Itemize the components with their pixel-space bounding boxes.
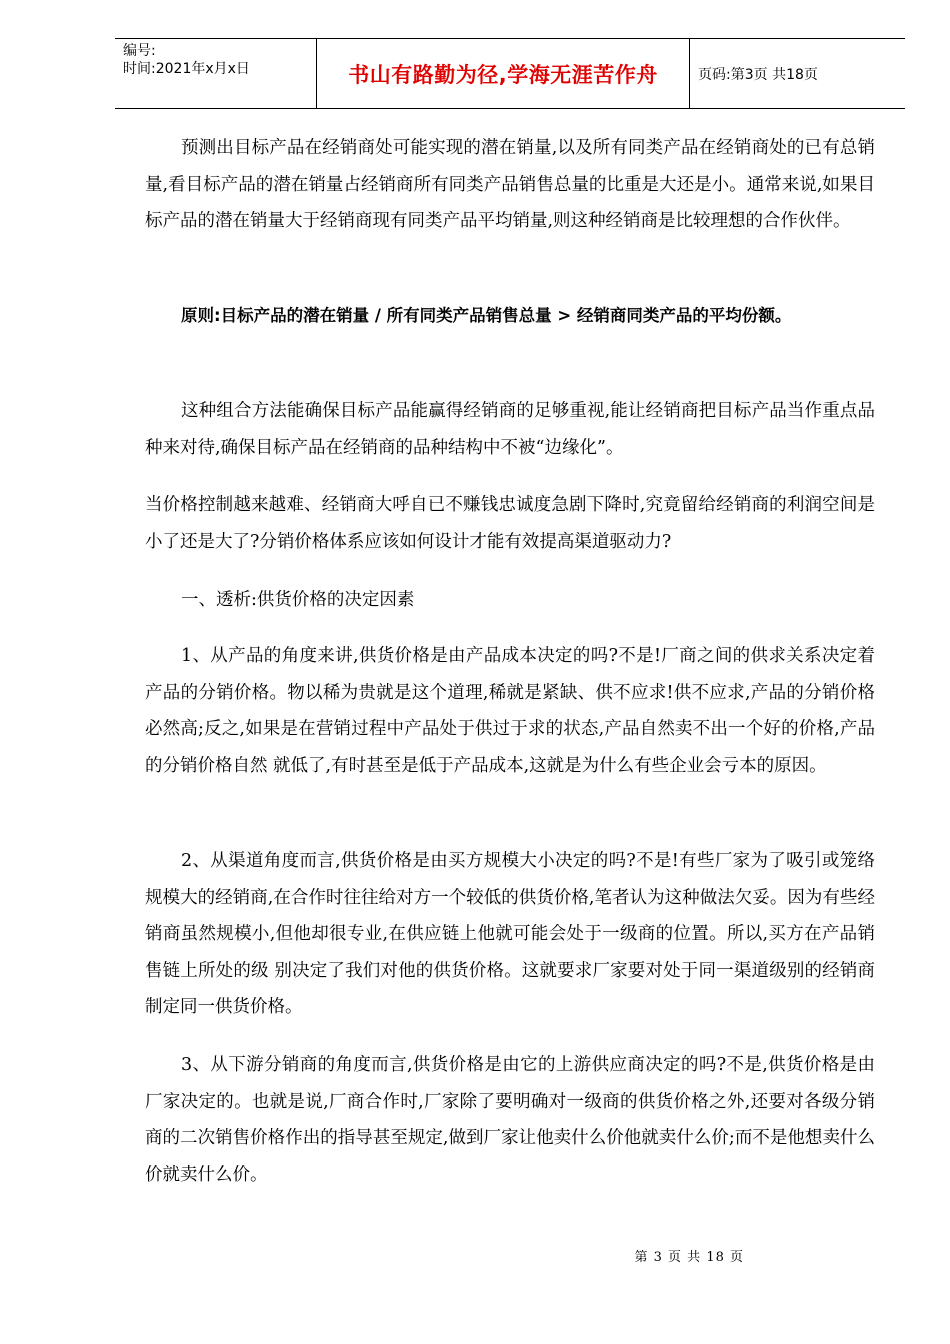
page-footer: 第 3 页 共 18 页	[634, 1250, 744, 1265]
paragraph-price-control-question: 当价格控制越来越难、经销商大呼自已不赚钱忠诚度急剧下降时,究竟留给经销商的利润空间是小了还是大了?分销价格体系应该如何设计才能有效提高渠道驱动力?	[145, 495, 875, 552]
paragraph-distributor-angle: 3、从下游分销商的角度而言,供货价格是由它的上游供应商决定的吗?不是,供货价格是由厂家决定的。也就是说,厂商合作时,厂家除了要明确对一级商的供货价格之外,还要对各级分销商的二次销售价格作出的指导甚至规定,做到厂家让他卖什么价他就卖什么价;而不是他想卖什么价就卖什么价。	[145, 1055, 875, 1185]
document-number-label: 编号:	[123, 43, 156, 59]
section-heading-pricing-factors: 一、透析:供货价格的决定因素	[181, 590, 415, 610]
paragraph-principle: 原则:目标产品的潜在销量 / 所有同类产品销售总量 > 经销商同类产品的平均份额。	[181, 306, 792, 325]
header-motto: 书山有路勤为径,学海无涯苦作舟	[317, 39, 690, 108]
document-header	[115, 38, 905, 109]
header-page-label: 页码:第3页 共18页	[698, 66, 818, 83]
paragraph-combination-method: 这种组合方法能确保目标产品能赢得经销商的足够重视,能让经销商把目标产品当作重点品种来对待,确保目标产品在经销商的品种结构中不被“边缘化”。	[145, 401, 875, 458]
header-meta	[115, 39, 317, 108]
paragraph-sales-forecast: 预测出目标产品在经销商处可能实现的潜在销量,以及所有同类产品在经销商处的已有总销量,看目标产品的潜在销量占经销商所有同类产品销售总量的比重是大还是小。通常来说,如果目标产品的潜在销量大于经销商现有同类产品平均销量,则这种经销商是比较理想的合作伙伴。	[145, 138, 875, 231]
document-time-label: 时间:2021年x月x日	[123, 61, 250, 77]
paragraph-product-angle: 1、从产品的角度来讲,供货价格是由产品成本决定的吗?不是!厂商之间的供求关系决定着产品的分销价格。物以稀为贵就是这个道理,稀就是紧缺、供不应求!供不应求,产品的分销价格必然高;反之,如果是在营销过程中产品处于供过于求的状态,产品自然卖不出一个好的价格,产品的分销价格自然 就低了,有时甚至是低于产品成本,这就是为什么有些企业会亏本的原因。	[145, 646, 875, 776]
paragraph-channel-angle: 2、从渠道角度而言,供货价格是由买方规模大小决定的吗?不是!有些厂家为了吸引或笼络规模大的经销商,在合作时往往给对方一个较低的供货价格,笔者认为这种做法欠妥。因为有些经销商虽然规模小,但他却很专业,在供应链上他就可能会处于一级商的位置。所以,买方在产品销售链上所处的级 别决定了我们对他的供货价格。这就要求厂家要对处于同一渠道级别的经销商制定同一供货价格。	[145, 851, 875, 1017]
